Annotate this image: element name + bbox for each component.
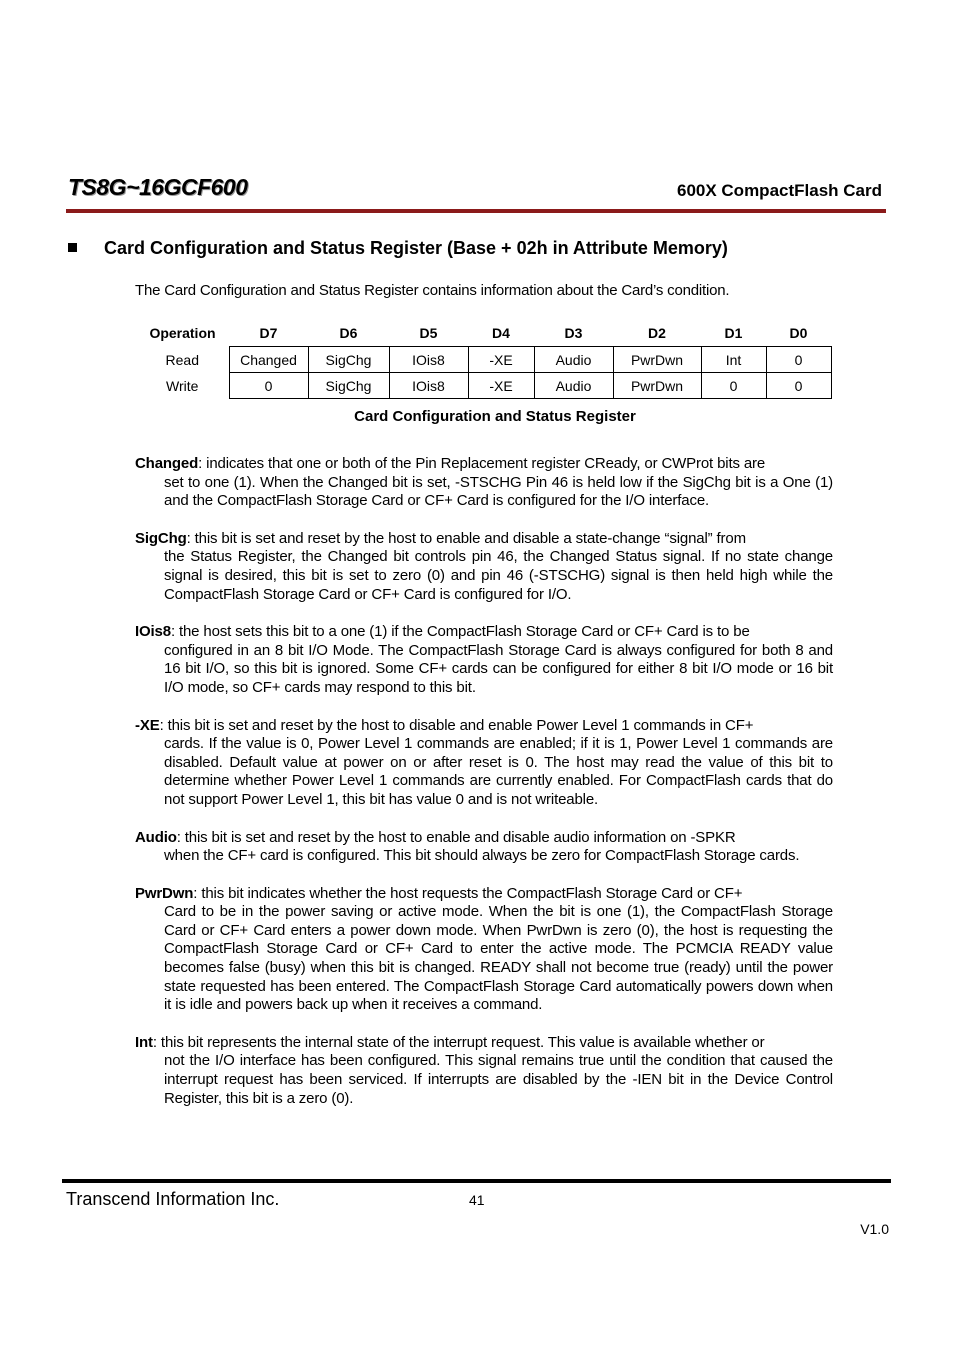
register-table [136,320,832,399]
table-cell: 0 [701,373,766,399]
table-cell: IOis8 [389,373,468,399]
definition-term: -XE [135,716,160,734]
footer-divider [62,1179,891,1183]
bullet-square-icon [68,243,77,252]
definition-item [135,1034,833,1108]
definition-item [135,455,833,511]
table-cell: Changed [229,347,308,373]
table-cell: -XE [468,373,534,399]
column-header: D0 [789,325,808,341]
definition-item [135,717,833,810]
definition-first-line: : indicates that one or both of the Pin Replacement register CReady, or CWProt bits are [198,455,766,472]
column-header: Operation [149,325,216,342]
table-cell: Audio [534,373,613,399]
page-number: 41 [469,1192,485,1208]
column-header: D2 [648,325,666,341]
definition-term: PwrDwn [135,884,194,902]
definition-first-line: : this bit is set and reset by the host to disable and enable Power Level 1 commands in CF+ [159,716,754,734]
table-cell: 0 [766,373,831,399]
document-title: TS8G~16GCF600 [68,174,248,200]
definition-item [135,530,833,604]
intro-paragraph: The Card Configuration and Status Register contains information about the Card’s condition. [135,282,730,299]
table-cell: Int [701,347,766,373]
row-label: Write [166,377,199,394]
definition-term: SigChg [135,529,187,547]
table-row [136,347,831,373]
definition-item [135,829,833,866]
document-version: V1.0 [860,1221,889,1237]
definition-first-line: : the host sets this bit to a one (1) if the CompactFlash Storage Card or CF+ Card is to be [170,623,750,641]
table-cell: SigChg [308,347,389,373]
table-cell: SigChg [308,373,389,399]
definition-term: Int [135,1033,153,1051]
definition-first-line: : this bit is set and reset by the host to enable and disable a state-change “signal” from [186,529,746,547]
section-heading: Card Configuration and Status Register (Base + 02h in Attribute Memory) [104,238,728,258]
header-divider [66,209,886,213]
definition-list [135,455,833,1127]
table-cell: IOis8 [389,347,468,373]
definition-body: not the I/O interface has been configured. This signal remains true until the condition that caused the interrupt request has been serviced. If interrupts are disabled by the -IEN bit in the Device Control Register, this bit is a zero (0). [164,1052,833,1107]
table-cell: 0 [229,373,308,399]
table-row [136,373,831,399]
table-cell: -XE [468,347,534,373]
definition-item [135,885,833,1015]
table-cell: PwrDwn [613,347,701,373]
definition-body: configured in an 8 bit I/O Mode. The CompactFlash Storage Card is always configured for both 8 and 16 bit I/O, so this bit is ignored. Some CF+ cards can be configured for either 8 bit I/O mode or 16 bit I/O mode, so CF+ cards may respond to this bit. [164,641,833,696]
definition-body: the Status Register, the Changed bit controls pin 46, the Changed Status signal. If no state change signal is desired, this bit is set to zero (0) and pin 46 (-STSCHG) signal is then held high while the CompactFlash Storage Card or CF+ Card is configured for I/O. [164,548,833,603]
table-caption: Card Configuration and Status Register [354,408,636,425]
column-header: D3 [564,325,583,341]
column-header: D5 [419,325,438,341]
column-header: D1 [724,325,743,341]
definition-item [135,623,833,697]
definition-term: IOis8 [135,623,171,641]
table-cell: PwrDwn [613,373,701,399]
column-header: D6 [339,325,358,341]
definition-body: Card to be in the power saving or active mode. When the bit is one (1), the CompactFlash Storage Card or CF+ Card enters a power down mode. When PwrDwn is zero (0), the host is requesting the CompactFlash Storage Card or CF+ Card to enter the active mode. The PCMCIA READY value becomes false (busy) when this bit is changed. READY shall not become true (ready) until the power state requested has been entered. The CompactFlash Storage Card automatically powers down when it is idle and powers back up when it receives a command. [164,903,833,1014]
table-header-row [136,320,831,347]
table-cell: 0 [766,347,831,373]
definition-first-line: : this bit is set and reset by the host to enable and disable audio information on -SPKR [176,828,736,846]
document-subtitle: 600X CompactFlash Card [676,181,882,200]
table-cell: Audio [534,347,613,373]
definition-first-line: : this bit represents the internal state of the interrupt request. This value is available whether or [152,1033,765,1051]
column-header: D7 [259,325,278,341]
definition-body: when the CF+ card is configured. This bit should always be zero for CompactFlash Storage cards. [164,847,800,865]
footer-company: Transcend Information Inc. [66,1189,280,1209]
row-label: Read [165,351,199,368]
column-header: D4 [492,325,510,341]
definition-term: Changed [135,455,199,472]
definition-term: Audio [135,828,177,846]
definition-first-line: : this bit indicates whether the host requests the CompactFlash Storage Card or CF+ [193,884,743,902]
definition-body: cards. If the value is 0, Power Level 1 commands are enabled; if it is 1, Power Level 1 commands are disabled. Default value at power on or after reset is 0. The host may read the value of this bit to determine whether Power Level 1 commands are currently enabled. For CompactFlash cards that do not support Power Level 1, this bit has value 0 and is not writeable. [164,735,833,808]
definition-body: set to one (1). When the Changed bit is set, -STSCHG Pin 46 is held low if the SigChg bit is a One (1) and the CompactFlash Storage Card or CF+ Card is configured for the I/O interface. [164,473,833,510]
